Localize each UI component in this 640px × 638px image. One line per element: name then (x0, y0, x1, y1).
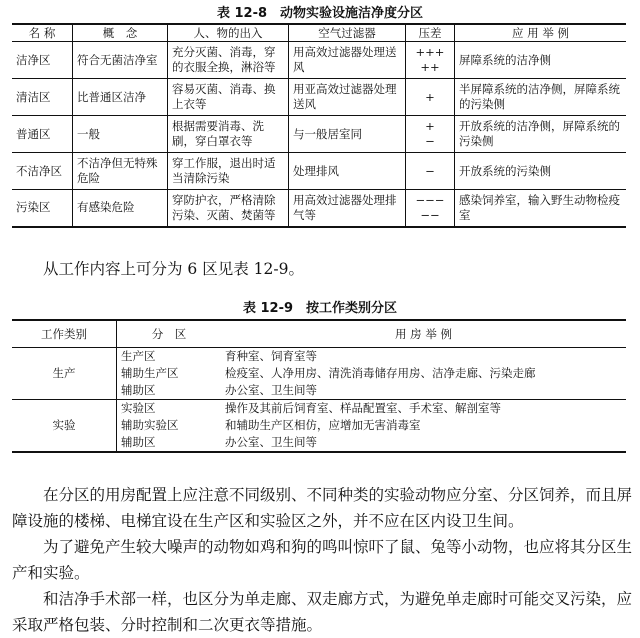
header-zone: 分 区 (117, 320, 222, 348)
paragraph: 在分区的用房配置上应注意不同级别、不同种类的实验动物应分室、分区饲养，而且屏障设施的楼梯、电梯宜设在生产区和实验区之外，并不应在区内设卫生间。 (12, 486, 633, 530)
cell-example: 屏障系统的洁净侧 (455, 42, 627, 79)
header-concept: 概 念 (73, 24, 168, 42)
cell-name: 清洁区 (12, 79, 73, 116)
cell-pressure: − (406, 153, 455, 190)
header-access: 人、物的出入 (168, 24, 289, 42)
cell-access: 穿工作服，退出时适当清除污染 (168, 153, 289, 190)
intro-text-block (12, 256, 632, 282)
cell-examples: 办公室、卫生间等 (225, 435, 317, 449)
cell-examples: 育种室、饲育室等 (225, 349, 317, 363)
cell-category: 生产 (12, 348, 117, 400)
body-text (12, 482, 632, 638)
header-category: 工作类别 (12, 320, 117, 348)
cell-example: 开放系统的污染侧 (455, 153, 627, 190)
table-row (12, 153, 626, 190)
cell-zone: 辅助实验区 (121, 418, 179, 432)
header-filter: 空气过滤器 (289, 24, 406, 42)
cell-access: 根据需要消毒、洗刷，穿白罩衣等 (168, 116, 289, 153)
table-row (12, 79, 626, 116)
table-row (12, 348, 626, 366)
table-header-row (12, 24, 626, 42)
cell-concept: 一般 (73, 116, 168, 153)
table-12-8-caption: 表 12-8 动物实验设施洁净度分区 (216, 6, 424, 21)
header-name: 名 称 (12, 24, 73, 42)
cell-pressure: −−− −− (406, 190, 455, 227)
cell-filter: 用高效过滤器处理排气等 (289, 190, 406, 227)
cell-access: 穿防护衣，严格清除污染、灭菌、焚菌等 (168, 190, 289, 227)
cell-filter: 处理排风 (289, 153, 406, 190)
cell-pressure: +++ ++ (406, 42, 455, 79)
table-12-8 (12, 23, 626, 228)
table-row (12, 42, 626, 79)
cell-name: 不洁净区 (12, 153, 73, 190)
cell-filter: 用高效过滤器处理送风 (289, 42, 406, 79)
table-12-9 (12, 319, 626, 453)
table-12-9-caption: 表 12-9 按工作类别分区 (242, 301, 398, 316)
cell-zone: 实验区 (117, 400, 222, 418)
cell-category: 实验 (12, 400, 117, 453)
cell-access: 充分灭菌、消毒，穿的衣服全换，淋浴等 (168, 42, 289, 79)
cell-filter: 用亚高效过滤器处理送风 (289, 79, 406, 116)
cell-zone: 辅助区 (121, 435, 156, 449)
cell-examples: 操作及其前后饲育室、样品配置室、手术室、解剖室等 (221, 400, 626, 418)
paragraph: 为了避免产生较大噪声的动物如鸡和狗的鸣叫惊吓了鼠、兔等小动物，也应将其分区生产和实验。 (12, 538, 633, 582)
header-example: 应 用 举 例 (455, 24, 627, 42)
cell-name: 洁净区 (16, 52, 51, 67)
cell-concept: 符合无菌洁净室 (73, 42, 168, 79)
table-row (12, 400, 626, 418)
table-row (12, 190, 626, 227)
table-header-row (12, 320, 626, 348)
cell-example: 开放系统的洁净侧，屏障系统的污染侧 (455, 116, 627, 153)
header-examples: 用 房 举 例 (221, 320, 626, 348)
cell-example: 感染饲养室，输入野生动物检疫室 (455, 190, 627, 227)
header-pressure: 压差 (406, 24, 455, 42)
cell-zone: 生产区 (121, 349, 156, 363)
cell-concept: 比普通区洁净 (73, 79, 168, 116)
paragraph: 和洁净手术部一样，也区分为单走廊、双走廊方式，为避免单走廊时可能交叉污染，应采取严格包装、分时控制和二次更衣等措施。 (12, 590, 633, 634)
cell-name: 普通区 (12, 116, 73, 153)
cell-concept: 不洁净但无特殊危险 (73, 153, 168, 190)
cell-examples: 检疫室、人净用房、清洗消毒储存用房、洁净走廊、污染走廊 (225, 366, 536, 380)
cell-filter: 与一般居室同 (289, 116, 406, 153)
cell-examples: 和辅助生产区相仿，应增加无害消毒室 (225, 418, 421, 432)
cell-concept: 有感染危险 (73, 190, 168, 227)
cell-pressure: + (406, 79, 455, 116)
cell-pressure: + − (406, 116, 455, 153)
cell-example: 半屏障系统的洁净侧，屏障系统的污染侧 (455, 79, 627, 116)
cell-access: 容易灭菌、消毒、换上衣等 (168, 79, 289, 116)
cell-zone: 辅助区 (121, 383, 156, 397)
table-row (12, 116, 626, 153)
intro-text: 从工作内容上可分为 6 区见表 12-9。 (43, 260, 304, 278)
cell-zone: 辅助生产区 (121, 366, 179, 380)
cell-name: 污染区 (12, 190, 73, 227)
cell-examples: 办公室、卫生间等 (225, 383, 317, 397)
